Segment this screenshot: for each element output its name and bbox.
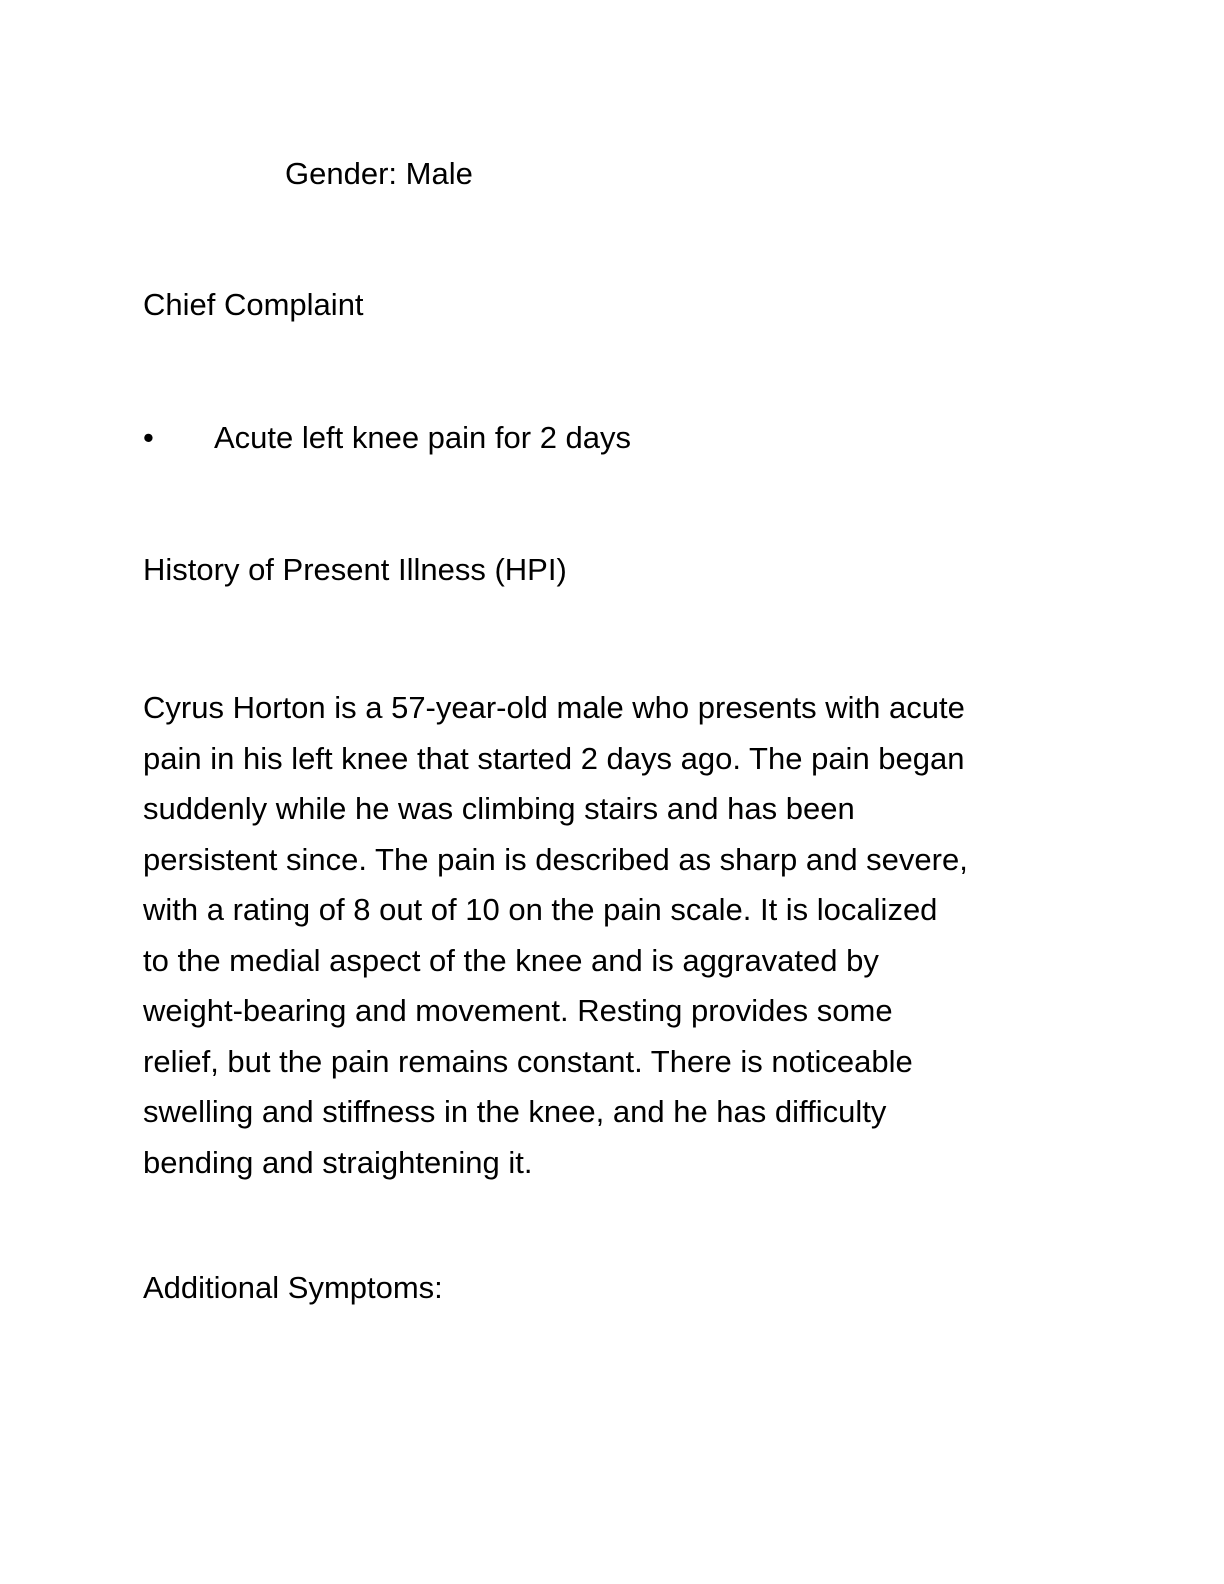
additional-symptoms-heading: Additional Symptoms: bbox=[143, 1270, 443, 1305]
hpi-line: to the medial aspect of the knee and is aggravated by bbox=[143, 942, 879, 978]
chief-complaint-text: Acute left knee pain for 2 days bbox=[214, 420, 632, 455]
hpi-line: suddenly while he was climbing stairs and has been bbox=[143, 791, 855, 826]
hpi-line: Cyrus Horton is a 57-year-old male who presents with acute bbox=[143, 690, 965, 725]
hpi-line: with a rating of 8 out of 10 on the pain scale. It is localized bbox=[143, 892, 938, 927]
gender-field: Gender: Male bbox=[285, 156, 473, 191]
hpi-paragraph bbox=[143, 683, 1083, 1188]
hpi-line: pain in his left knee that started 2 days ago. The pain began bbox=[143, 740, 965, 776]
hpi-line: bending and straightening it. bbox=[143, 1144, 533, 1180]
hpi-heading: History of Present Illness (HPI) bbox=[143, 552, 567, 587]
hpi-line: persistent since. The pain is described as sharp and severe, bbox=[143, 841, 968, 877]
bullet-icon: • bbox=[143, 420, 154, 455]
hpi-line: weight-bearing and movement. Resting provides some bbox=[143, 993, 893, 1028]
hpi-line: swelling and stiffness in the knee, and he has difficulty bbox=[143, 1094, 887, 1129]
hpi-line: relief, but the pain remains constant. There is noticeable bbox=[143, 1043, 913, 1079]
chief-complaint-heading: Chief Complaint bbox=[143, 287, 364, 322]
